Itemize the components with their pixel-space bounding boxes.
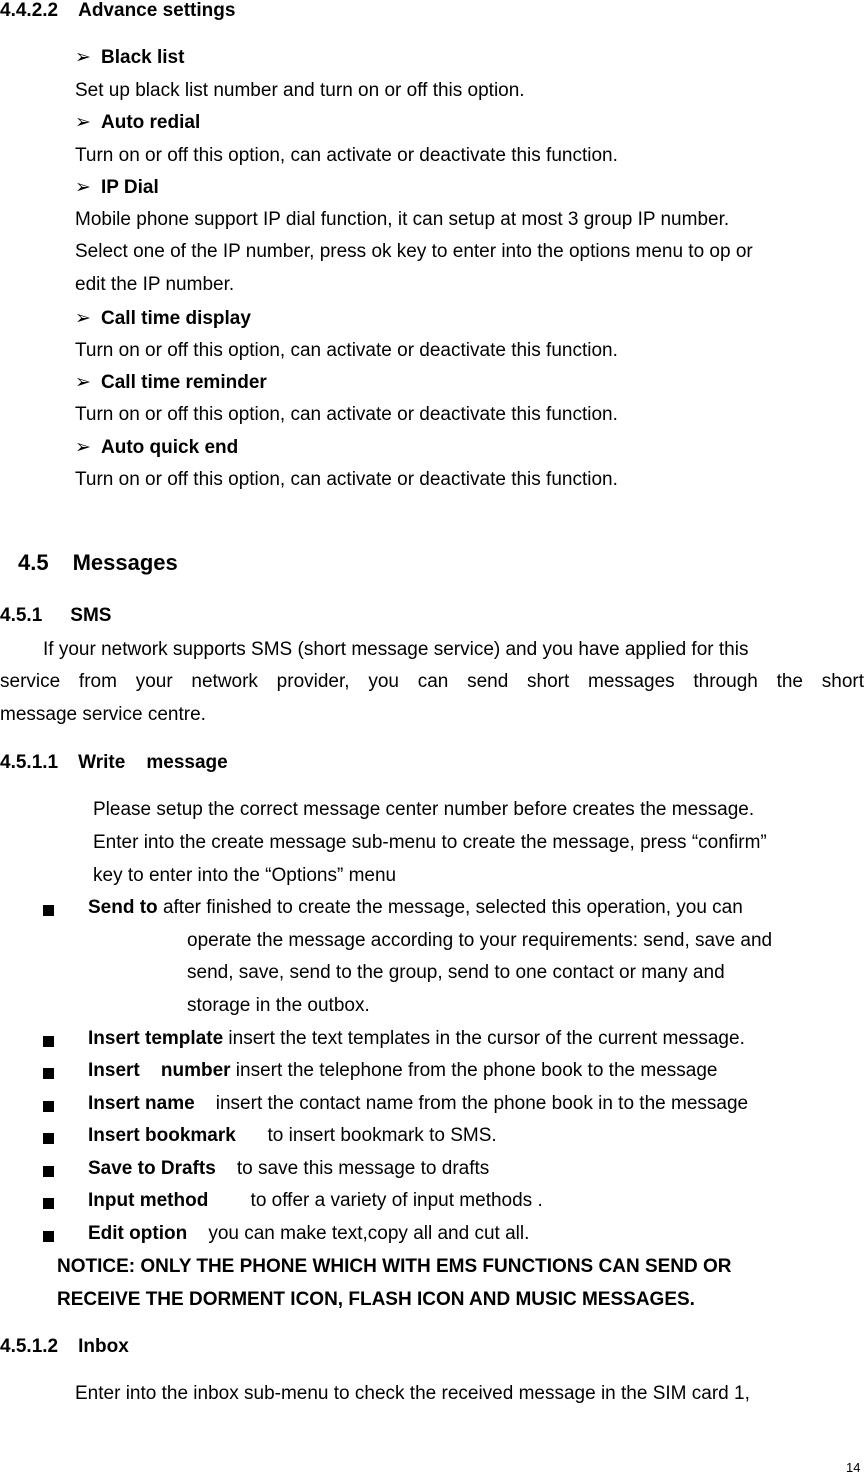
paragraph-line: service from your network provider, you can send short messages through the short (0, 671, 864, 692)
option-text: to offer a variety of input methods . (208, 1190, 543, 1211)
notice-line: NOTICE: ONLY THE PHONE WHICH WITH EMS FUNCTIONS CAN SEND OR (57, 1256, 732, 1277)
square-bullet-icon (43, 1166, 54, 1177)
option-term: Input method (88, 1190, 209, 1211)
section-title: Inbox (78, 1336, 129, 1357)
section-heading-4-5 (18, 550, 178, 576)
option-edit-option (88, 1223, 529, 1245)
option-insert-template (88, 1028, 745, 1050)
option-term: Edit option (88, 1223, 188, 1244)
option-text: to insert bookmark to SMS. (235, 1125, 497, 1146)
option-input-method (88, 1190, 543, 1212)
option-term: Insert template (88, 1028, 224, 1049)
arrow-bullet-icon: ➢ (75, 177, 91, 198)
option-term: Insert name (88, 1093, 195, 1114)
item-description: edit the IP number. (75, 274, 235, 295)
item-title: Call time display (101, 308, 251, 329)
option-insert-bookmark (88, 1125, 497, 1147)
item-description: Turn on or off this option, can activate or deactivate this function. (75, 145, 618, 166)
paragraph-line: If your network supports SMS (short message service) and you have applied for this (43, 639, 749, 660)
arrow-bullet-icon: ➢ (75, 47, 91, 68)
list-item-call-time-reminder (75, 371, 267, 394)
item-description: Select one of the IP number, press ok key to enter into the options menu to op or (75, 241, 753, 262)
section-title: Advance settings (78, 0, 236, 21)
paragraph-line: message service centre. (0, 704, 206, 725)
section-heading-4-5-1-1 (0, 752, 228, 774)
option-send-to (88, 897, 743, 919)
option-text-cont: operate the message according to your requirements: send, save and (187, 930, 773, 951)
section-number: 4.5.1 (0, 605, 43, 626)
item-description: Turn on or off this option, can activate or deactivate this function. (75, 340, 618, 361)
item-title: Auto redial (101, 112, 201, 133)
section-title: SMS (70, 605, 112, 626)
option-text: insert the telephone from the phone book to the message (230, 1060, 718, 1081)
item-description: Mobile phone support IP dial function, it can setup at most 3 group IP number. (75, 209, 730, 230)
square-bullet-icon (43, 1068, 54, 1079)
item-title: Call time reminder (101, 372, 267, 393)
square-bullet-icon (43, 1101, 54, 1112)
option-text: you can make text,copy all and cut all. (187, 1223, 530, 1244)
option-term: Send to (88, 897, 158, 918)
item-description: Set up black list number and turn on or off this option. (75, 80, 525, 101)
option-insert-number (88, 1060, 717, 1082)
paragraph-line: Please setup the correct message center number before creates the message. (93, 799, 755, 820)
list-item-auto-quick-end (75, 436, 238, 459)
notice-line: RECEIVE THE DORMENT ICON, FLASH ICON AND MUSIC MESSAGES. (57, 1289, 695, 1310)
section-heading-4-5-1-2 (0, 1336, 129, 1358)
section-title: Messages (72, 550, 178, 575)
section-heading-4-4-2-2 (0, 0, 235, 22)
paragraph-line: Enter into the create message sub-menu to create the message, press “confirm” (93, 832, 767, 853)
page-number: 14 (846, 1460, 861, 1475)
item-title: Black list (101, 47, 185, 68)
square-bullet-icon (43, 1198, 54, 1209)
option-save-to-drafts (88, 1158, 489, 1180)
item-description: Turn on or off this option, can activate or deactivate this function. (75, 404, 618, 425)
list-item-black-list (75, 46, 184, 69)
option-text: insert the contact name from the phone book in to the message (194, 1093, 749, 1114)
paragraph-line: key to enter into the “Options” menu (93, 865, 397, 886)
option-term: Save to Drafts (88, 1158, 216, 1179)
square-bullet-icon (43, 1036, 54, 1047)
option-term: Insert number (88, 1060, 231, 1081)
arrow-bullet-icon: ➢ (75, 308, 91, 329)
section-number: 4.5 (18, 550, 49, 575)
item-title: Auto quick end (101, 437, 239, 458)
item-description: Turn on or off this option, can activate or deactivate this function. (75, 469, 618, 490)
paragraph-line: Enter into the inbox sub-menu to check the received message in the SIM card 1, (75, 1383, 750, 1404)
arrow-bullet-icon: ➢ (75, 372, 91, 393)
square-bullet-icon (43, 1133, 54, 1144)
option-insert-name (88, 1093, 748, 1115)
option-text: insert the text templates in the cursor of the current message. (223, 1028, 745, 1049)
option-term: Insert bookmark (88, 1125, 236, 1146)
section-title: Write message (78, 752, 228, 773)
section-number: 4.5.1.1 (0, 752, 59, 773)
section-heading-4-5-1 (0, 605, 111, 627)
option-text: to save this message to drafts (215, 1158, 490, 1179)
option-text: after finished to create the message, selected this operation, you can (157, 897, 743, 918)
arrow-bullet-icon: ➢ (75, 437, 91, 458)
option-text-cont: send, save, send to the group, send to one contact or many and (187, 962, 725, 983)
option-text-cont: storage in the outbox. (187, 995, 370, 1016)
section-number: 4.4.2.2 (0, 0, 59, 21)
list-item-auto-redial (75, 111, 200, 134)
square-bullet-icon (43, 905, 54, 916)
section-number: 4.5.1.2 (0, 1336, 59, 1357)
list-item-ip-dial (75, 176, 159, 199)
list-item-call-time-display (75, 307, 251, 330)
item-title: IP Dial (101, 177, 159, 198)
arrow-bullet-icon: ➢ (75, 112, 91, 133)
square-bullet-icon (43, 1231, 54, 1242)
